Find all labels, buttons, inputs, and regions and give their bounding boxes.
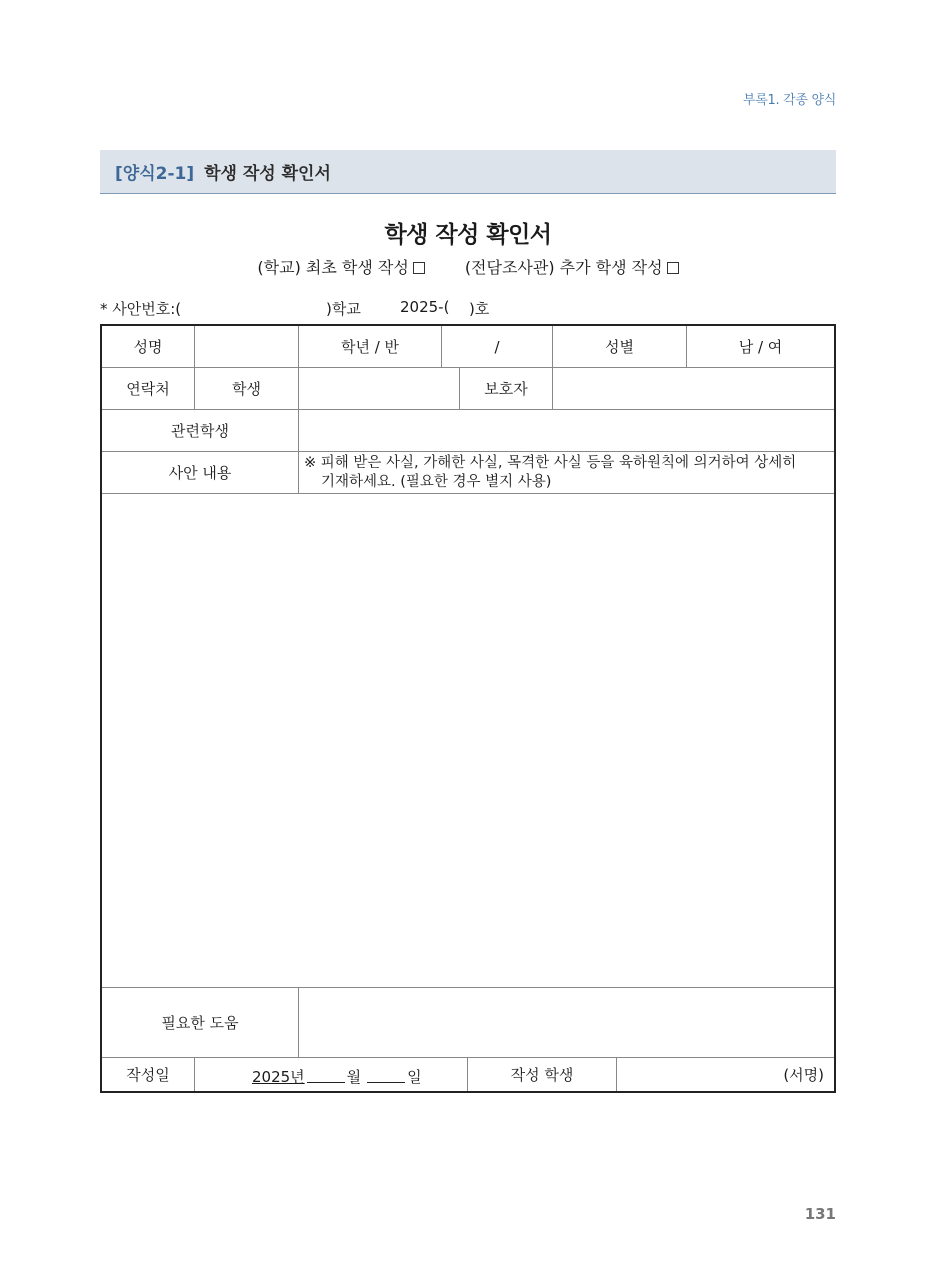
writer-options — [100, 255, 836, 278]
case-number-label: * 사안번호:( — [100, 300, 182, 318]
grade-class-field[interactable]: / — [494, 337, 500, 356]
year-number-label: 2025-( — [400, 298, 450, 316]
ho-label: )호 — [469, 300, 490, 318]
month-blank[interactable] — [307, 1069, 345, 1083]
instruction-line-1: ※ 피해 받은 사실, 가해한 사실, 목격한 사실 등을 육하원칙에 의거하여 상세히 — [304, 455, 797, 471]
instruction-line-2: 기재하세요. (필요한 경우 별지 사용) — [321, 474, 552, 490]
date-day: 일 — [407, 1067, 422, 1086]
running-head: 부록1. 각종 양식 — [742, 93, 836, 108]
form-banner — [100, 150, 836, 194]
case-number-line — [100, 298, 836, 318]
student-contact-field[interactable] — [299, 368, 459, 409]
date-label: 작성일 — [126, 1066, 170, 1084]
guardian-contact-label: 보호자 — [484, 380, 528, 398]
contact-label: 연락처 — [126, 380, 170, 398]
date-month: 월 — [346, 1067, 362, 1086]
case-content-instruction — [304, 454, 824, 492]
writer-student-label: 작성 학생 — [510, 1066, 574, 1084]
page-number: 131 — [804, 1205, 836, 1223]
related-students-label: 관련학생 — [171, 422, 229, 440]
form-banner-title: 학생 작성 확인서 — [204, 164, 331, 184]
option-investigator-additional-label: (전담조사관) 추가 학생 작성 — [464, 258, 663, 277]
school-label: )학교 — [326, 300, 361, 318]
option-school-initial-label: (학교) 최초 학생 작성 — [257, 258, 409, 277]
form-code: [양식2-1] — [115, 164, 195, 184]
date-field[interactable] — [252, 1059, 422, 1093]
day-blank[interactable] — [367, 1069, 405, 1083]
student-contact-label: 학생 — [232, 380, 261, 398]
option-investigator-additional — [465, 255, 679, 278]
related-students-field[interactable] — [299, 410, 834, 451]
date-year: 2025년 — [252, 1067, 305, 1086]
gender-label: 성별 — [605, 338, 634, 356]
needed-help-field[interactable] — [299, 988, 834, 1057]
guardian-contact-field[interactable] — [553, 368, 834, 409]
signature-field[interactable]: (서명) — [783, 1066, 824, 1084]
document-title: 학생 작성 확인서 — [384, 222, 552, 248]
confirmation-form-table — [100, 324, 836, 1093]
checkbox-icon[interactable] — [667, 262, 679, 274]
case-content-label: 사안 내용 — [168, 464, 232, 482]
name-field[interactable] — [195, 326, 298, 367]
column-divider — [194, 1057, 195, 1091]
needed-help-label: 필요한 도움 — [161, 1014, 239, 1032]
name-label: 성명 — [133, 338, 163, 356]
checkbox-icon[interactable] — [413, 262, 425, 274]
option-school-initial — [257, 255, 424, 278]
case-content-writing-area[interactable] — [102, 494, 834, 987]
grade-class-label: 학년 / 반 — [340, 338, 400, 356]
gender-field[interactable]: 남 / 여 — [738, 338, 783, 356]
